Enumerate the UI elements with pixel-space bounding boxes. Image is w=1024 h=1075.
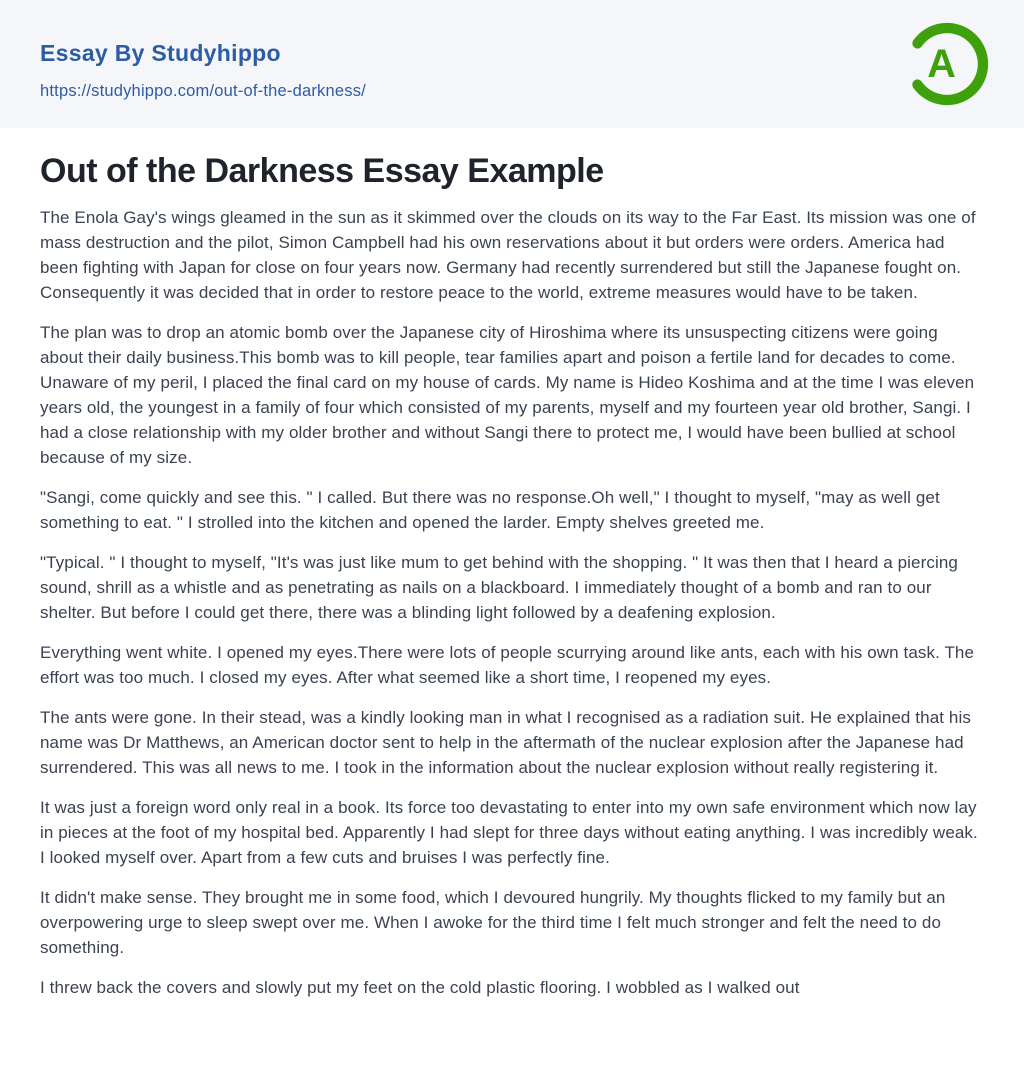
article-body (40, 205, 984, 1000)
paragraph: It didn't make sense. They brought me in some food, which I devoured hungrily. My thoughts flicked to my family but an overpowering urge to sleep swept over me. When I awoke for the third time I felt much stronger and felt the need to do something. (40, 887, 946, 957)
article (0, 128, 1024, 1000)
paragraph: The plan was to drop an atomic bomb over the Japanese city of Hiroshima where its unsuspecting citizens were going about their daily business.This bomb was to kill people, tear families apart and poison a fertile land for decades to come. Unaware of my peril, I placed the final card on my house of cards. My name is Hideo Koshima and at the time I was eleven years old, the youngest in a family of four which consisted of my parents, myself and my fourteen year old brother, Sangi. I had a close relationship with my older brother and without Sangi there to protect me, I would have been bullied at school because of my size. (40, 322, 975, 467)
logo-ring-icon (902, 18, 992, 110)
paragraph: I threw back the covers and slowly put my feet on the cold plastic flooring. I wobbled as I walked out (40, 977, 800, 997)
paragraph: Everything went white. I opened my eyes.There were lots of people scurrying around like ants, each with his own task. The effort was too much. I closed my eyes. After what seemed like a short time, I reopened my eyes. (40, 642, 975, 687)
essay-url-link[interactable]: https://studyhippo.com/out-of-the-darkness/ (40, 81, 366, 100)
paragraph: "Typical. " I thought to myself, "It's was just like mum to get behind with the shopping. " It was then that I heard a piercing sound, shrill as a whistle and as penetrating as nails on a blackboard. I immediately thought of a bomb and ran to our shelter. But before I could get there, there was a blinding light followed by a deafening explosion. (40, 552, 958, 622)
paragraph: The ants were gone. In their stead, was a kindly looking man in what I recognised as a radiation suit. He explained that his name was Dr Matthews, an American doctor sent to help in the aftermath of the nuclear explosion after the Japanese had surrendered. This was all news to me. I took in the information about the nuclear explosion without really registering it. (40, 707, 971, 777)
paragraph: The Enola Gay's wings gleamed in the sun as it skimmed over the clouds on its way to the Far East. Its mission was one of mass destruction and the pilot, Simon Campbell had his own reservations about it but orders were orders. America had been fighting with Japan for close on four years now. Germany had recently surrendered but still the Japanese fought on. Consequently it was decided that in order to restore peace to the world, extreme measures would have to be taken. (40, 207, 976, 302)
article-title: Out of the Darkness Essay Example (40, 152, 604, 190)
paragraph: "Sangi, come quickly and see this. " I called. But there was no response.Oh well," I thought to myself, "may as well get something to eat. " I strolled into the kitchen and opened the larder. Empty shelves greeted me. (40, 487, 940, 532)
site-label: Essay By Studyhippo (40, 40, 281, 66)
paragraph: It was just a foreign word only real in a book. Its force too devastating to enter into my own safe environment which now lay in pieces at the foot of my hospital bed. Apparently I had slept for three days without eating anything. I was incredibly weak. I looked myself over. Apart from a few cuts and bruises I was perfectly fine. (40, 797, 978, 867)
header (0, 0, 1024, 128)
logo-letter: A (927, 42, 956, 87)
studyhippo-logo (902, 18, 992, 110)
